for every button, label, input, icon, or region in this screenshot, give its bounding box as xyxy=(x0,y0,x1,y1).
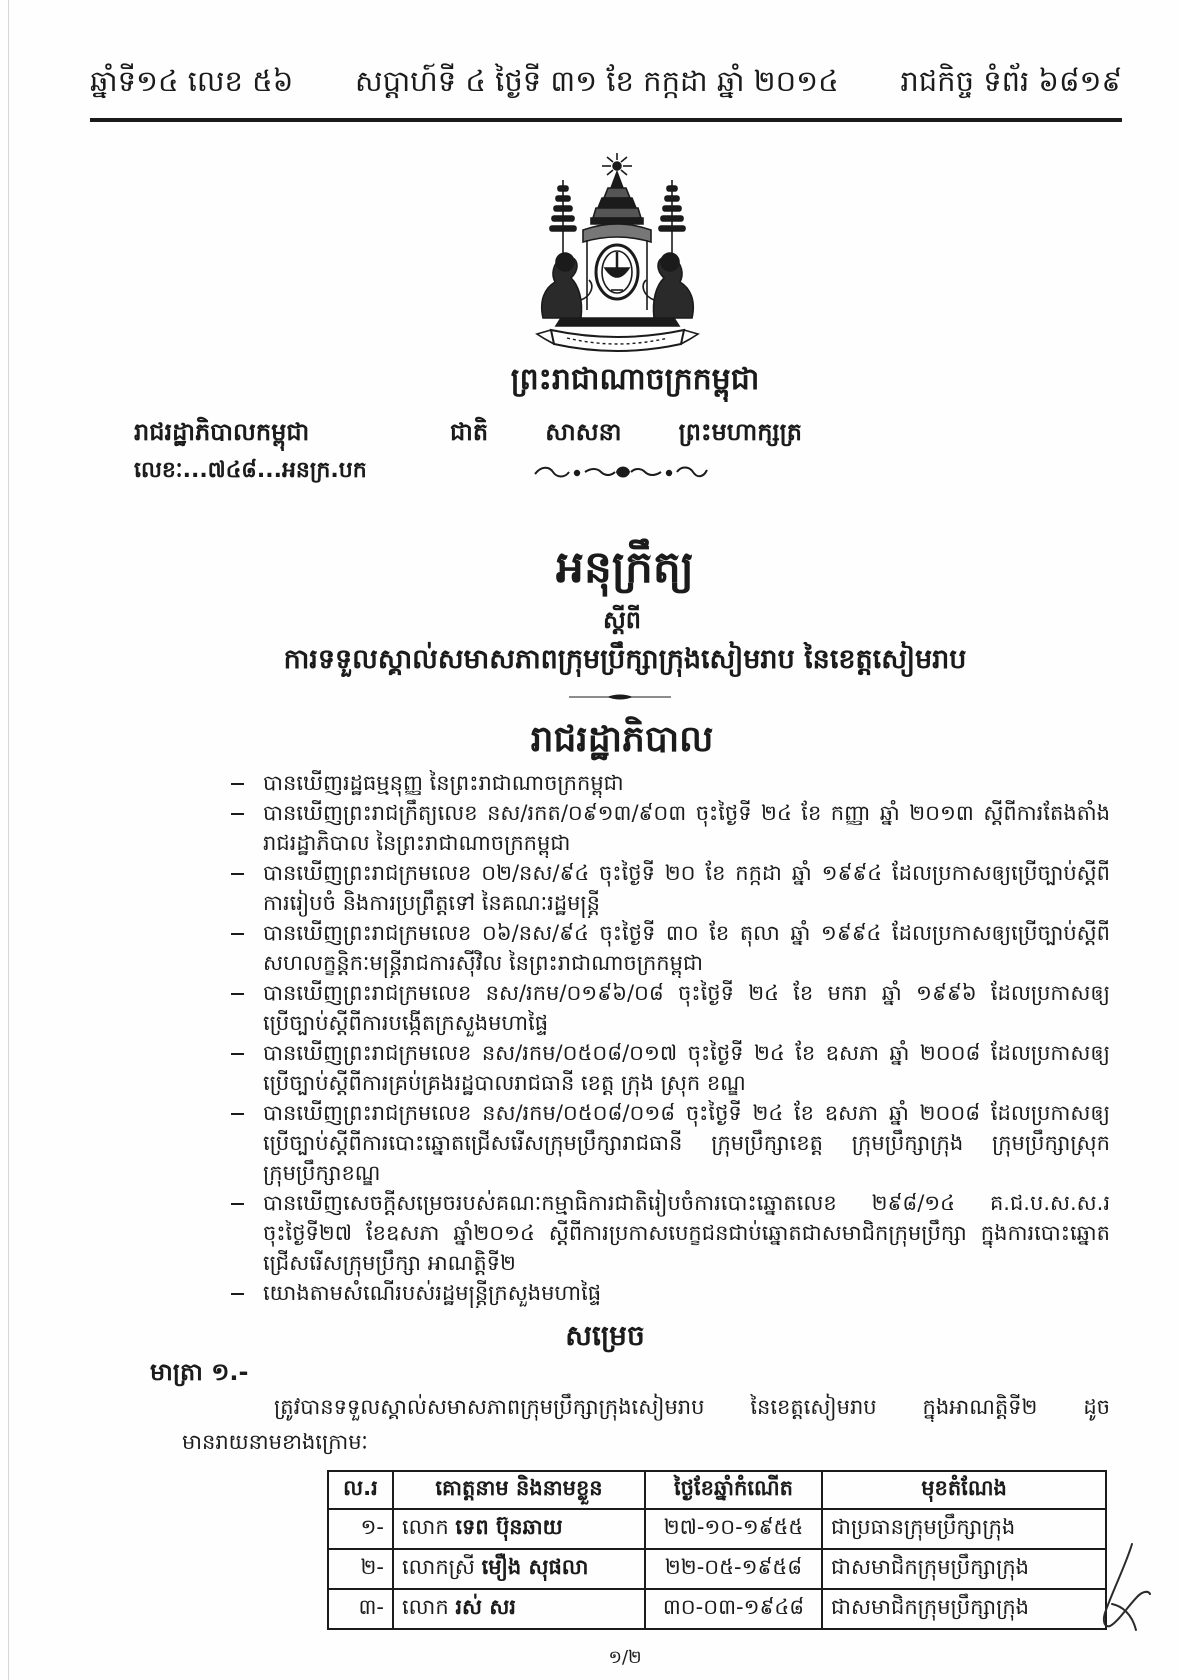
member-title: លោក xyxy=(402,1514,449,1539)
bullet-dash xyxy=(231,1113,244,1115)
consideration-item xyxy=(263,768,1110,798)
cell-no: ៣- xyxy=(328,1589,393,1629)
gazette-issue: ឆ្នាំទី១៤ លេខ ៥៦ xyxy=(90,64,294,98)
consideration-line: ប្រើច្បាប់ស្តីពីការបង្កើតក្រសួងមហាផ្ទៃ xyxy=(263,1011,549,1035)
consideration-line: បានឃើញព្រះរាជក្រមលេខ នស/រកម/០៥០៨/០១៨ ចុះថ្ងៃទី ២៤ ខែ ឧសភា ឆ្នាំ ២០០៨ ដែលប្រកាសឲ្យ xyxy=(263,1101,1110,1125)
consideration-item xyxy=(263,1188,1110,1278)
table-row xyxy=(328,1589,1106,1629)
gazette-header xyxy=(90,62,1122,108)
consideration-item xyxy=(263,1038,1110,1098)
national-motto xyxy=(450,412,802,452)
on-label: ស្តីពី xyxy=(602,606,642,634)
table-row xyxy=(328,1509,1106,1549)
member-title: លោក xyxy=(402,1594,449,1619)
consideration-line: សហលក្ខន្តិកៈមន្ត្រីរាជការស៊ីវិល នៃព្រះរាជាណាចក្រកម្ពុជា xyxy=(263,951,703,975)
cell-no: ១- xyxy=(328,1509,393,1549)
consideration-line: ប្រើច្បាប់ស្តីពីការគ្រប់គ្រងរដ្ឋបាលរាជធានី ខេត្ត ក្រុង ស្រុក ខណ្ឌ xyxy=(263,1071,746,1095)
motto-religion: សាសនា xyxy=(545,418,622,446)
consideration-item xyxy=(263,978,1110,1038)
document-type-title: អនុក្រឹត្យ xyxy=(556,542,694,593)
consideration-line: បានឃើញរដ្ឋធម្មនុញ្ញ នៃព្រះរាជាណាចក្រកម្ពុជា xyxy=(263,771,624,795)
document-subject: ការទទួលស្គាល់សមាសភាពក្រុមប្រឹក្សាក្រុងសៀមរាប នៃខេត្តសៀមរាប xyxy=(283,644,967,675)
cell-name xyxy=(393,1549,645,1589)
consideration-line: បានឃើញព្រះរាជក្រឹត្យលេខ នស/រកត/០៩១៣/៩០៣ ចុះថ្ងៃទី ២៤ ខែ កញ្ញា ឆ្នាំ ២០១៣ ស្តីពីការតែងតាំង xyxy=(263,801,1110,825)
bullet-dash xyxy=(231,993,244,995)
kingdom-title: ព្រះរាជាណាចក្រកម្ពុជា xyxy=(510,362,760,397)
emblem-shield xyxy=(596,245,638,299)
table-header-row xyxy=(328,1471,1106,1509)
reference-number: លេខៈ...៧៤៨...អនក្រ.បក xyxy=(134,458,367,483)
consideration-item xyxy=(263,1278,1110,1308)
article-1-line: មានរាយនាមខាងក្រោមៈ xyxy=(182,1430,368,1454)
gazette-page-ref: រាជកិច្ច ទំព័រ ៦៨១៩ xyxy=(900,64,1122,98)
council-members-table xyxy=(327,1470,1107,1630)
decides-heading: សម្រេច xyxy=(565,1319,645,1352)
member-name: រស់ សរ xyxy=(455,1594,516,1619)
page-number: ១/២ xyxy=(608,1647,642,1668)
col-header-dob: ថ្ងៃខែឆ្នាំកំណើត xyxy=(645,1471,822,1509)
member-name: ទេព ប៊ុនឆាយ xyxy=(455,1514,563,1539)
consideration-item xyxy=(263,858,1110,918)
cell-no: ២- xyxy=(328,1549,393,1589)
motto-flourish xyxy=(531,460,709,484)
bullet-dash xyxy=(231,1053,244,1055)
government-label: រាជរដ្ឋាភិបាលកម្ពុជា xyxy=(134,418,310,446)
consideration-line: ក្រុមប្រឹក្សាខណ្ឌ xyxy=(263,1161,381,1185)
consideration-line: បានឃើញព្រះរាជក្រមលេខ នស/រកម/០១៩៦/០៨ ចុះថ្ងៃទី ២៤ ខែ មករា ឆ្នាំ ១៩៩៦ ដែលប្រកាសឲ្យ xyxy=(263,981,1110,1005)
emblem-lion-left xyxy=(542,253,592,318)
consideration-item xyxy=(263,798,1110,858)
consideration-line: បានឃើញសេចក្តីសម្រេចរបស់គណៈកម្មាធិការជាតិរៀបចំការបោះឆ្នោតលេខ ២៩៨/១៤ គ.ជ.ប.ស.ស.រ xyxy=(263,1191,1110,1215)
cell-name xyxy=(393,1589,645,1629)
member-name: មឿង សុផលា xyxy=(481,1554,589,1579)
consideration-line: រាជរដ្ឋាភិបាល នៃព្រះរាជាណាចក្រកម្ពុជា xyxy=(263,831,571,855)
motto-nation: ជាតិ xyxy=(450,418,489,446)
consideration-line: បានឃើញព្រះរាជក្រមលេខ ០៦/នស/៩៤ ចុះថ្ងៃទី ៣០ ខែ តុលា ឆ្នាំ ១៩៩៤ ដែលប្រកាសឲ្យប្រើច្បាប់ស្តីពី xyxy=(263,921,1110,945)
bullet-dash xyxy=(231,873,244,875)
emblem-lion-right xyxy=(643,253,693,318)
consideration-line: ជ្រើសរើសក្រុមប្រឹក្សា អាណត្តិទី២ xyxy=(263,1251,516,1275)
cell-name xyxy=(393,1509,645,1549)
col-header-position: មុខតំណែង xyxy=(822,1471,1106,1509)
bullet-dash xyxy=(231,1203,244,1205)
subject-divider xyxy=(569,692,671,702)
motto-king: ព្រះមហាក្សត្រ xyxy=(678,418,802,446)
cell-dob: ៣០-០៣-១៩៤៨ xyxy=(645,1589,822,1629)
scan-edge xyxy=(8,0,9,1680)
table-row xyxy=(328,1549,1106,1589)
consideration-item xyxy=(263,918,1110,978)
article-1-label: មាត្រា ១.- xyxy=(150,1358,249,1386)
handwritten-initial xyxy=(1092,1540,1154,1635)
gazette-date: សប្តាហ៍ទី ៤ ថ្ងៃទី ៣១ ខែ កក្កដា ឆ្នាំ ២០១៤ xyxy=(354,64,839,98)
member-title: លោកស្រី xyxy=(402,1554,475,1579)
bullet-dash xyxy=(231,933,244,935)
consideration-line: ចុះថ្ងៃទី២៧ ខែឧសភា ឆ្នាំ២០១៤ ស្តីពីការប្រកាសបេក្ខជនជាប់ឆ្នោតជាសមាជិកក្រុមប្រឹក្សា ក្នុងការបោះឆ្នោត xyxy=(263,1221,1110,1245)
header-rule xyxy=(90,118,1122,122)
cell-position: ជាសមាជិកក្រុមប្រឹក្សាក្រុង xyxy=(822,1589,1106,1629)
emblem-crown xyxy=(591,172,643,224)
consideration-line: ប្រើច្បាប់ស្តីពីការបោះឆ្នោតជ្រើសរើសក្រុមប្រឹក្សារាជធានី ក្រុមប្រឹក្សាខេត្ត ក្រុមប្រឹក្សាក្រុង ក្រុមប្រឹក្សាស្រុក xyxy=(263,1131,1110,1155)
col-header-name: គោត្តនាម និងនាមខ្លួន xyxy=(393,1471,645,1509)
consideration-item xyxy=(263,1098,1110,1188)
consideration-line: បានឃើញព្រះរាជក្រមលេខ នស/រកម/០៥០៨/០១៧ ចុះថ្ងៃទី ២៤ ខែ ឧសភា ឆ្នាំ ២០០៨ ដែលប្រកាសឲ្យ xyxy=(263,1041,1110,1065)
bullet-dash xyxy=(231,783,244,785)
cell-position: ជាប្រធានក្រុមប្រឹក្សាក្រុង xyxy=(822,1509,1106,1549)
consideration-line: ការរៀបចំ និងការប្រព្រឹត្តទៅ នៃគណៈរដ្ឋមន្ត្រី xyxy=(263,891,601,915)
consideration-line: បានឃើញព្រះរាជក្រមលេខ ០២/នស/៩៤ ចុះថ្ងៃទី ២០ ខែ កក្កដា ឆ្នាំ ១៩៩៤ ដែលប្រកាសឲ្យប្រើច្បាប់ស្តីពី xyxy=(263,861,1110,885)
article-1-line: ត្រូវបានទទួលស្គាល់សមាសភាពក្រុមប្រឹក្សាក្រុងសៀមរាប នៃខេត្តសៀមរាប ក្នុងអាណត្តិទី២ ដូច xyxy=(274,1395,1110,1419)
royal-coat-of-arms xyxy=(525,150,710,355)
cell-position: ជាសមាជិកក្រុមប្រឹក្សាក្រុង xyxy=(822,1549,1106,1589)
issuer-heading: រាជរដ្ឋាភិបាល xyxy=(530,719,714,760)
consideration-line: យោងតាមសំណើរបស់រដ្ឋមន្ត្រីក្រសួងមហាផ្ទៃ xyxy=(263,1281,602,1305)
bullet-dash xyxy=(231,813,244,815)
cell-dob: ២២-០៥-១៩៥៨ xyxy=(645,1549,822,1589)
emblem-ribbon xyxy=(537,330,698,351)
bullet-dash xyxy=(231,1293,244,1295)
cell-dob: ២៧-១០-១៩៥៥ xyxy=(645,1509,822,1549)
considerations-list xyxy=(263,768,1110,1308)
col-header-no: ល.រ xyxy=(328,1471,393,1509)
